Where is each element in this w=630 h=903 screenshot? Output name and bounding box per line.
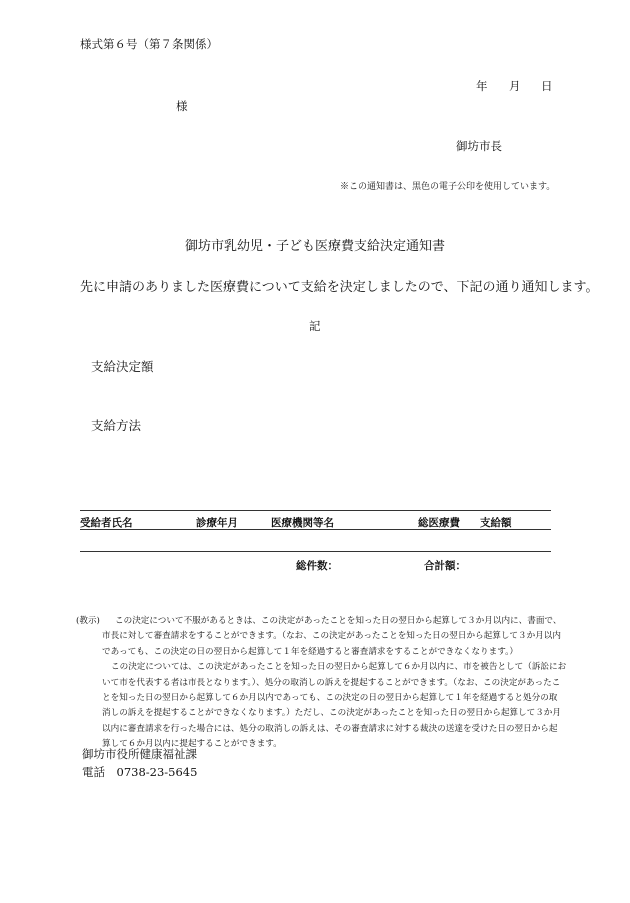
date-year-label: 年: [476, 79, 488, 93]
total-amount-label: 合計額：: [424, 560, 466, 572]
notice-line: 以内に審査請求を行った場合には、処分の取消しの訴えは、その審査請求に対する裁決の送達を受けた日の翌日から起: [102, 723, 558, 734]
table-header-rule: [80, 529, 551, 530]
date-month-label: 月: [509, 79, 521, 93]
total-count-label: 総件数：: [296, 560, 338, 572]
notice-line: とを知った日の翌日から起算して６か月以内であっても、この決定の日の翌日から起算して１年を経過すると処分の取: [102, 693, 558, 703]
notice-line: この決定について不服があるときは、この決定があったことを知った日の翌日から起算して３か月以内に、書面で、: [115, 616, 562, 626]
col-header-institution: 医療機関等名: [271, 517, 334, 529]
seal-note: ※この通知書は、黒色の電子公印を使用しています。: [340, 182, 556, 192]
document-title: 御坊市乳幼児・子ども医療費支給決定通知書: [184, 239, 445, 254]
notice-line: いて市を代表する者は市長となります。）、処分の取消しの訴えを提起することができます。（なお、この決定があったこ: [102, 677, 561, 688]
notice-line: 市長に対して審査請求をすることができます。（なお、この決定があったことを知った日の翌日から起算して３か月以内: [102, 631, 561, 642]
addressee-suffix: 様: [176, 99, 188, 113]
notice-line: 消しの訴えを提起することができなくなります。）ただし、この決定があったことを知った日の翌日から起算して３か月: [102, 708, 561, 719]
ki-marker: 記: [309, 319, 321, 333]
date-day-label: 日: [541, 79, 553, 93]
payment-method-label: 支給方法: [91, 418, 142, 433]
col-header-recipient: 受給者氏名: [80, 517, 133, 529]
col-header-total-medical-cost: 総医療費: [418, 517, 460, 529]
notice-line: であっても、この決定の日の翌日から起算して１年を経過すると審査請求をすることができなくなります。）: [102, 646, 519, 657]
notice-line: この決定については、この決定があったことを知った日の翌日から起算して６か月以内に、市を被告として（訴訟にお: [111, 662, 567, 673]
contact-phone: 電話 0738-23-5645: [82, 765, 198, 779]
contact-office: 御坊市役所健康福祉課: [82, 747, 197, 761]
col-header-payment-amount: 支給額: [480, 517, 512, 529]
table-top-rule: [80, 510, 551, 511]
table-bottom-rule: [80, 551, 551, 552]
form-number: 様式第６号（第７条関係）: [80, 37, 218, 51]
notice-line: 算して６か月以内に提起することができます。: [102, 739, 282, 750]
notice-label: (教示): [76, 616, 100, 626]
col-header-treatment-month: 診療年月: [196, 517, 238, 529]
payment-amount-label: 支給決定額: [91, 359, 154, 374]
issuer-name: 御坊市長: [456, 139, 502, 153]
intro-text: 先に申請のありました医療費について支給を決定しましたので、下記の通り通知します。: [80, 280, 599, 295]
